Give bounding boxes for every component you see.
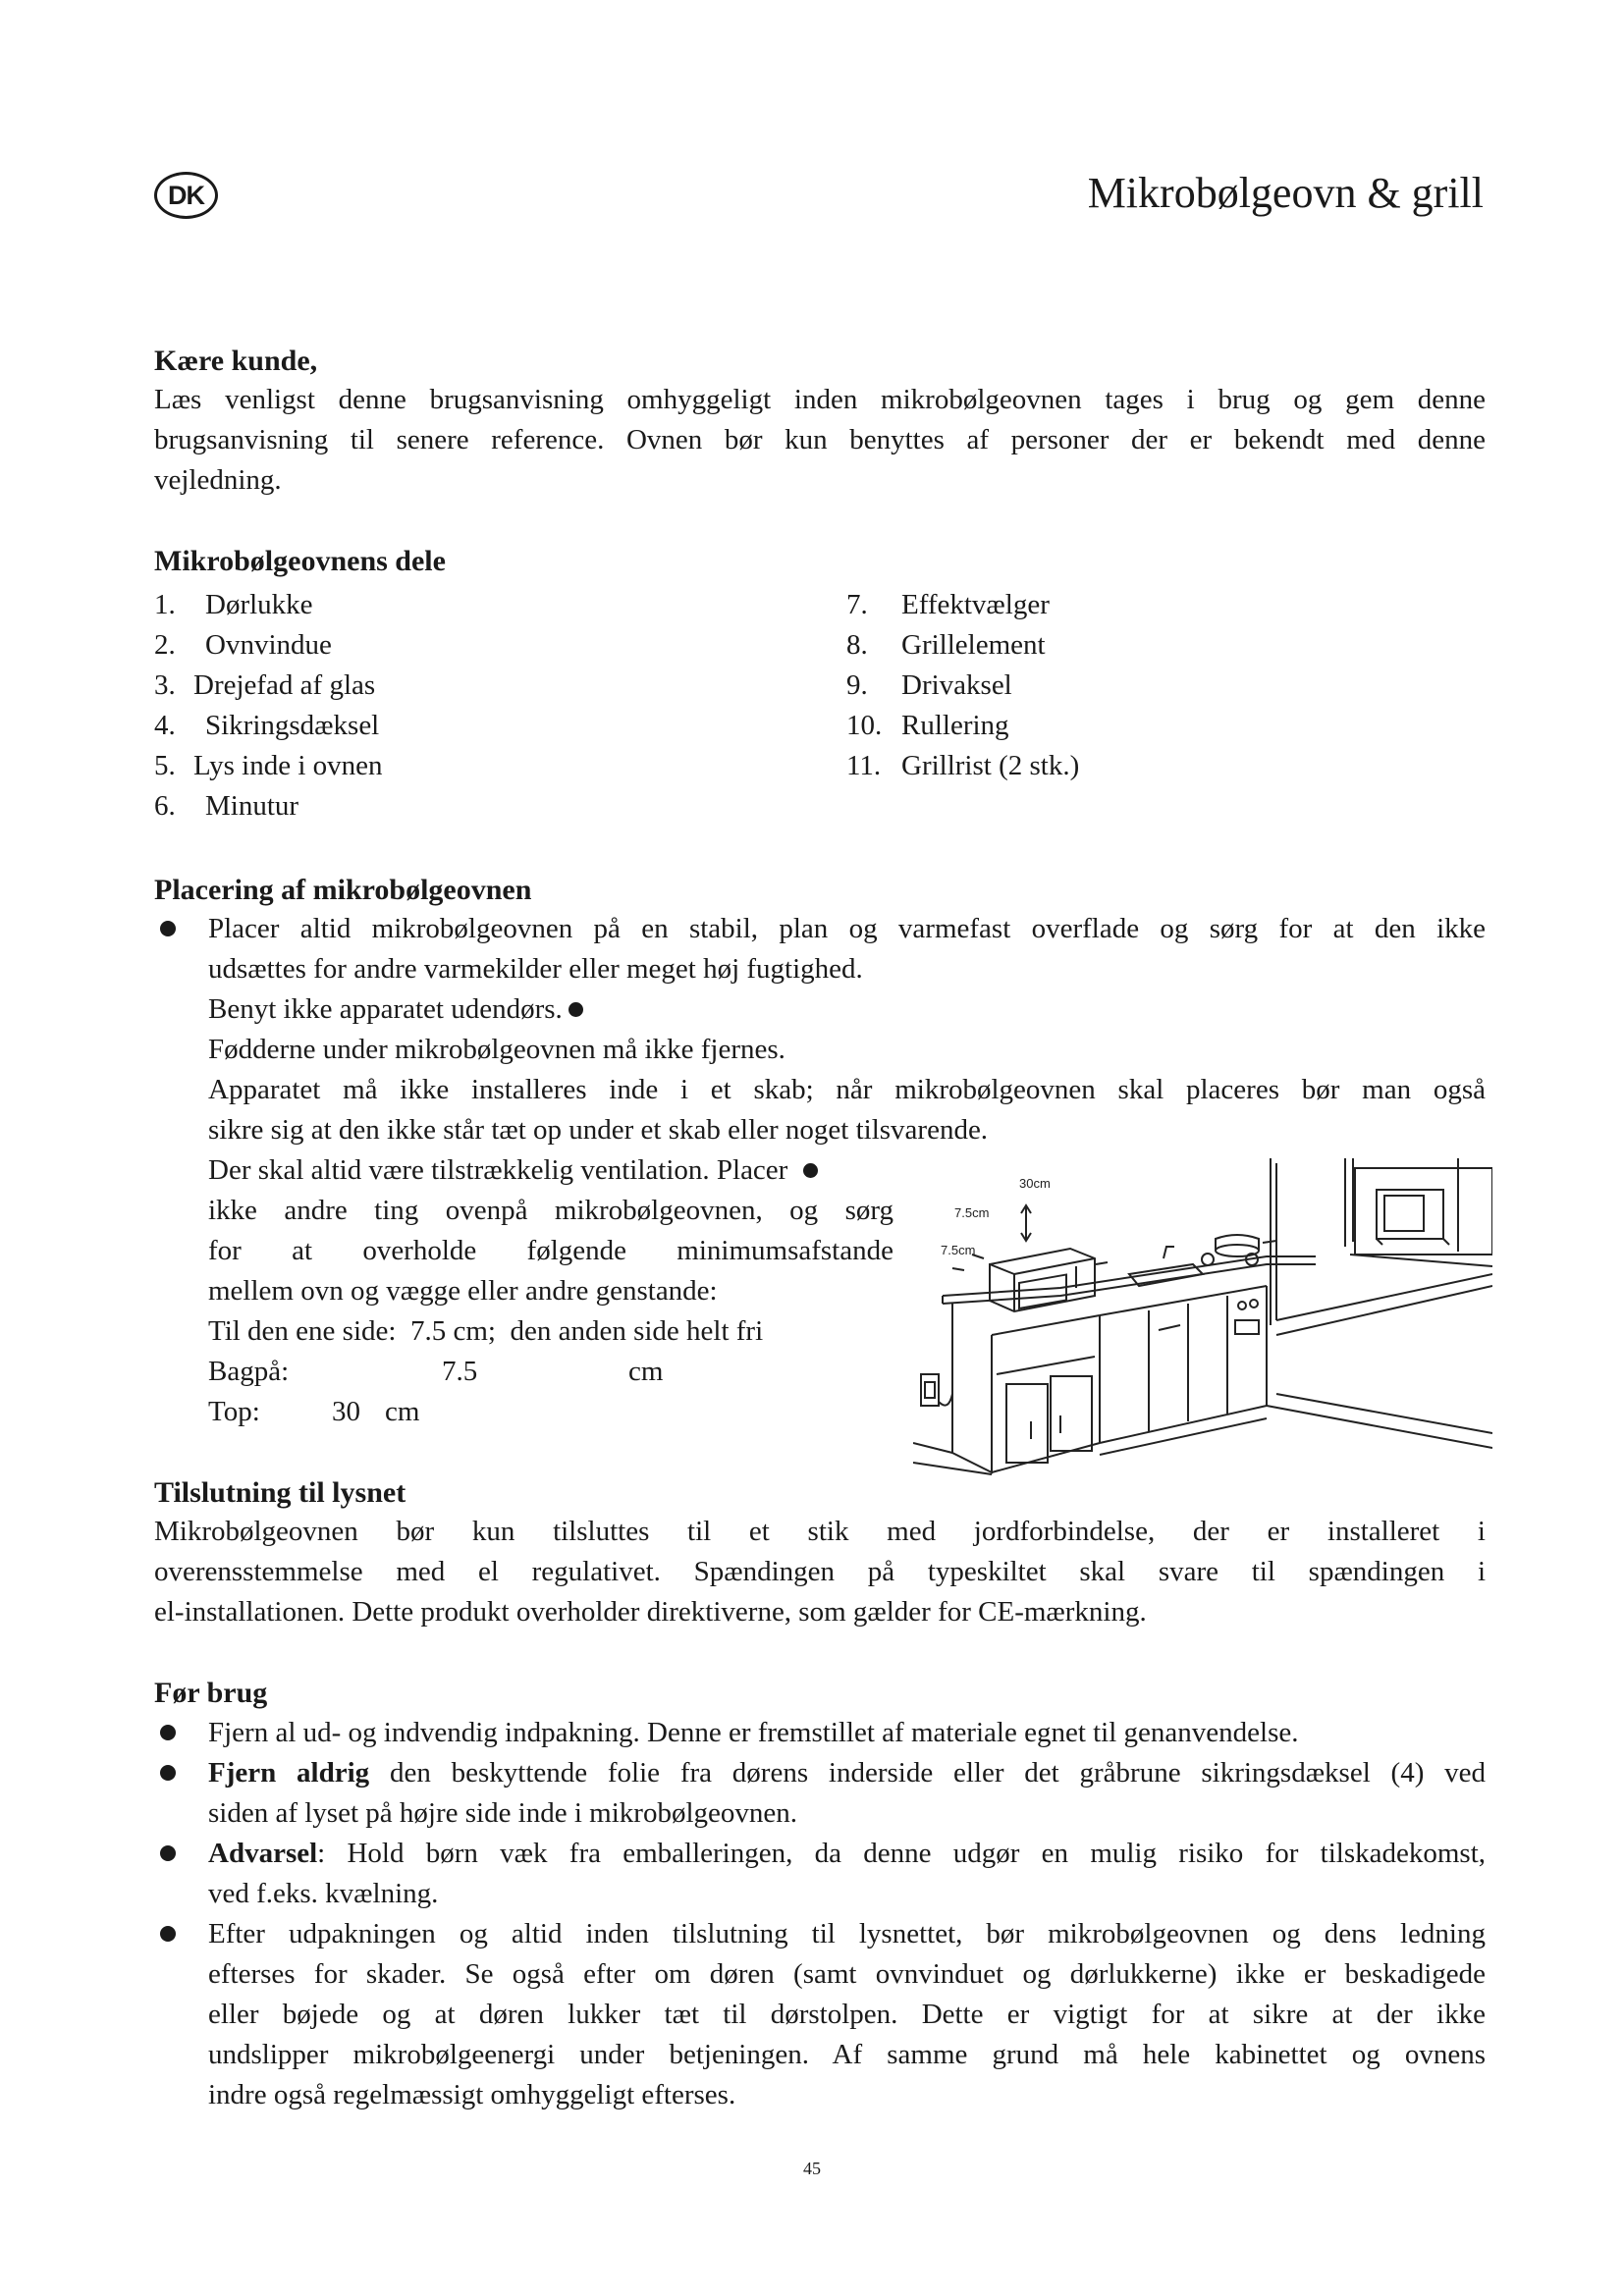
list-item: 6. Minutur [154,790,299,822]
clearance-back-value: 7.5 [442,1356,478,1387]
before-use-bullet-4-line-5: indre også regelmæssigt omhyggeligt efterses. [208,2079,736,2110]
language-badge: DK [154,172,218,219]
intro-heading: Kære kunde, [154,345,318,377]
intro-line-3: vejledning. [154,464,282,496]
list-item: 5. Lys inde i ovnen [154,750,383,781]
bullet-icon [160,1926,176,1942]
diagram-label-side-1: 7.5cm [954,1205,990,1220]
placement-line-3: Benyt ikke apparatet udendørs. [208,989,583,1030]
placement-line-4: Fødderne under mikrobølgeovnen må ikke fjernes. [208,1034,785,1065]
before-use-bullet-1: Fjern al ud- og indvendig indpakning. Denne er fremstillet af materiale egnet til genanvendelse. [208,1717,1299,1748]
placement-line-2: udsættes for andre varmekilder eller meget høj fugtighed. [208,953,863,985]
bullet-icon [160,1725,176,1740]
bullet-icon [803,1163,818,1178]
parts-list-right [846,585,1079,786]
list-item: 11. Grillrist (2 stk.) [846,750,1080,781]
before-use-bullet-4-line-1: Efter udpakningen og altid inden tilslutning til lysnettet, bør mikrobølgeovnen og dens ledning [208,1918,1486,1949]
diagram-label-side-2: 7.5cm [941,1243,976,1257]
placement-line-9: for at overholde følgende minimumsafstande [208,1235,893,1266]
list-item: 1. Dørlukke [154,589,313,620]
placement-line-6: sikre sig at den ikke står tæt op under et skab eller noget tilsvarende. [208,1114,989,1146]
page-title: Mikrobølgeovn & grill [1087,169,1484,217]
clearance-side: Til den ene side: 7.5 cm; den anden side helt fri [208,1315,764,1347]
before-use-bullet-3-cont: ved f.eks. kvælning. [208,1878,439,1909]
clearance-back-label: Bagpå: [208,1356,290,1387]
before-use-bullet-3: Advarsel: Hold børn væk fra emballeringen, da denne udgør en mulig risiko for tilskadekomst, [208,1838,1486,1869]
list-item: 7. Effektvælger [846,589,1050,620]
clearance-top-unit: cm [385,1396,420,1427]
bullet-icon [160,1845,176,1861]
clearance-back-unit: cm [628,1356,664,1387]
page-number: 45 [803,2159,821,2178]
placement-line-8: ikke andre ting ovenpå mikrobølgeovnen, og sørg [208,1195,893,1226]
bullet-icon [160,1765,176,1781]
bullet-icon [160,921,176,936]
list-item: 2. Ovnvindue [154,629,332,661]
mains-line-1: Mikrobølgeovnen bør kun tilsluttes til et stik med jordforbindelse, der er installeret i [154,1516,1486,1547]
before-use-bullet-4-line-3: eller bøjede og at døren lukker tæt til dørstolpen. Dette er vigtigt for at sikre at der ikke [208,1999,1486,2030]
parts-list-left [154,585,383,827]
list-item: 10. Rullering [846,710,1009,741]
kitchen-placement-illustration [913,1148,1492,1487]
mains-line-2: overensstemmelse med el regulativet. Spændingen på typeskiltet skal svare til spændingen i [154,1556,1486,1587]
clearance-top-value: 30 [332,1396,360,1427]
placement-line-7: Der skal altid være tilstrækkelig ventilation. Placer [208,1150,818,1191]
parts-heading: Mikrobølgeovnens dele [154,545,446,577]
bullet-icon [568,1002,583,1017]
intro-line-1: Læs venligst denne brugsanvisning omhyggeligt inden mikrobølgeovnen tages i brug og gem denne [154,384,1486,415]
intro-line-2: brugsanvisning til senere reference. Ovnen bør kun benyttes af personer der er bekendt med denne [154,424,1486,455]
diagram-label-top: 30cm [1019,1176,1051,1191]
list-item: 4. Sikringsdæksel [154,710,380,741]
clearance-top-label: Top: [208,1396,260,1427]
placement-line-10: mellem ovn og vægge eller andre genstande: [208,1275,718,1307]
before-use-heading: Før brug [154,1677,268,1709]
before-use-bullet-2-cont: siden af lyset på højre side inde i mikrobølgeovnen. [208,1797,797,1829]
list-item: 8. Grillelement [846,629,1046,661]
before-use-bullet-4-line-4: undslipper mikrobølgeenergi under betjeningen. Af samme grund må hele kabinettet og ovnens [208,2039,1486,2070]
placement-line-5: Apparatet må ikke installeres inde i et skab; når mikrobølgeovnen skal placeres bør man også [208,1074,1486,1105]
mains-line-3: el-installationen. Dette produkt overholder direktiverne, som gælder for CE-mærkning. [154,1596,1147,1628]
list-item: 9. Drivaksel [846,669,1012,701]
placement-line-1: Placer altid mikrobølgeovnen på en stabil, plan og varmefast overflade og sørg for at den ikke [208,913,1486,944]
before-use-bullet-2: Fjern aldrig den beskyttende folie fra dørens inderside eller det gråbrune sikringsdæksel (4) ved [208,1757,1487,1789]
list-item: 3. Drejefad af glas [154,669,376,701]
mains-heading: Tilslutning til lysnet [154,1476,406,1509]
before-use-bullet-4-line-2: efterses for skader. Se også efter om døren (samt ovnvinduet og dørlukkerne) ikke er beskadigede [208,1958,1486,1990]
placement-heading: Placering af mikrobølgeovnen [154,874,532,906]
